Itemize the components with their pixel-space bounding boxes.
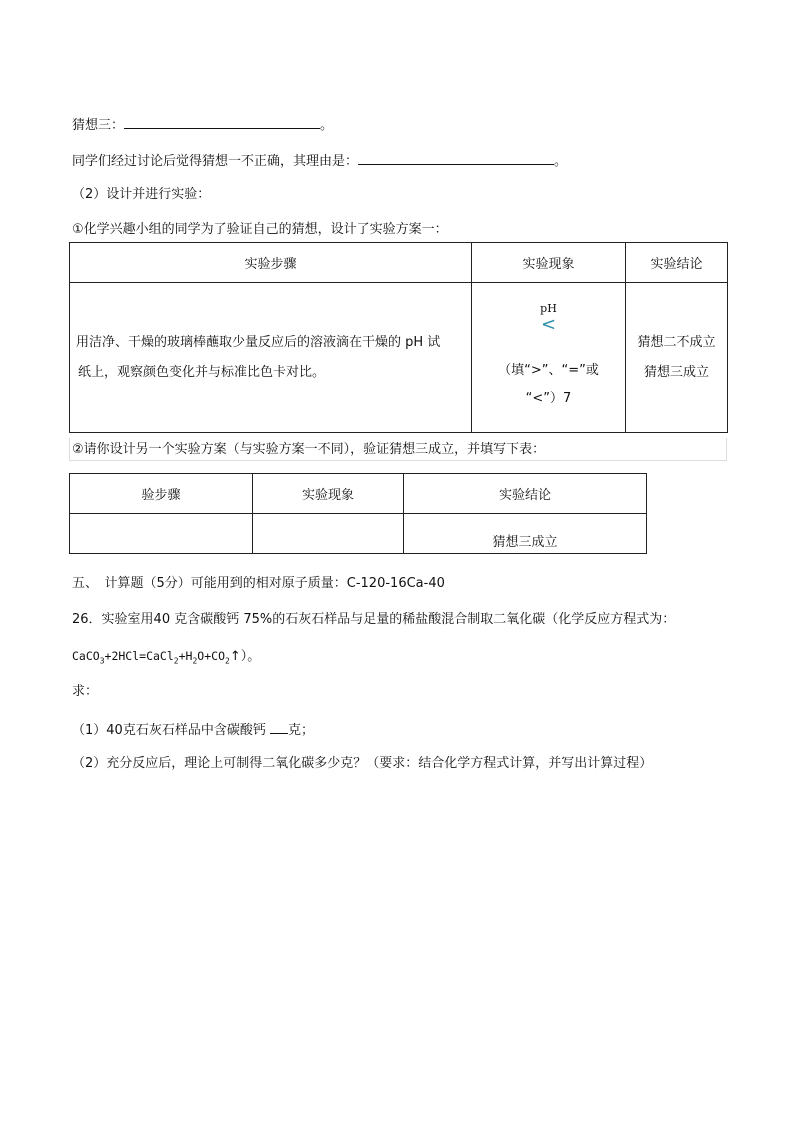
scheme1-table [69,242,728,433]
eq-arrow: ↑ [229,649,241,664]
part2-heading: （2）设计并进行实验： [72,187,211,202]
t1-step-line1: 用洁净、干燥的玻璃棒蘸取少量反应后的溶液滴在干燥的 pH 试 [76,334,441,350]
t1-header-step: 实验步骤 [70,243,472,283]
scheme2-intro: ②请你设计另一个实验方案（与实验方案一不同），验证猜想三成立，并填写下表： [72,442,546,457]
t2-header-conclusion: 实验结论 [404,474,647,514]
t2-header-observation: 实验现象 [253,474,404,514]
guess3-label: 猜想三： [72,118,125,133]
t1-step-line2: 纸上，观察颜色变化并与标准比色卡对比。 [78,364,326,380]
t1-header-observation: 实验现象 [472,243,626,283]
eq-part: CaCO [72,649,100,663]
reason-period: 。 [554,154,568,169]
t1-header-conclusion: 实验结论 [626,243,728,283]
q26-text: 26．实验室用40 克含碳酸钙 75%的石灰石样品与足量的稀盐酸混合制取二氧化碳（化学反应方程式为： [72,612,676,627]
reason-line [72,150,567,171]
scheme1-intro: ①化学兴趣小组的同学为了验证自己的猜想，设计了实验方案一： [72,222,448,237]
eq-part: +2HCl=CaCl [104,649,174,663]
t1-step-cell [70,283,472,433]
eq-sub: 2 [173,656,179,666]
t1-obs-ph: pH [540,302,557,315]
t1-concl1: 猜想二不成立 [637,334,716,350]
t1-observation-cell [472,283,626,433]
ask-label: 求： [72,684,99,699]
eq-sub: 2 [225,656,230,666]
eq-end: ）。 [240,649,261,664]
t2-conclusion-cell: 猜想三成立 [404,514,647,554]
eq-sub: 2 [192,656,198,666]
guess3-period: 。 [320,118,334,133]
t1-concl2: 猜想三成立 [643,364,709,380]
t1-obs-answer[interactable]: < [540,314,557,335]
reason-label: 同学们经过讨论后觉得猜想一不正确，其理由是： [72,154,359,169]
eq-sub: 3 [99,656,105,666]
eq-part: O+CO [197,649,225,663]
q1-answer-blank[interactable] [270,719,288,734]
section5-heading: 五、 计算题（5分）可能用到的相对原子质量：C-120-16Ca-40 [72,576,445,591]
eq-part: +H [178,649,193,663]
reason-answer-blank[interactable] [358,150,554,165]
t2-observation-cell[interactable] [253,514,404,554]
t1-obs-line2: “<”）7 [525,391,572,406]
t2-header-step: 验步骤 [70,474,253,514]
t1-obs-line1: （填“>”、“=”或 [498,363,599,378]
guess3-answer-blank[interactable] [124,114,320,129]
guess3-line [72,114,333,135]
q1-line [72,719,314,740]
q2-text: （2）充分反应后，理论上可制得二氧化碳多少克？（要求：结合化学方程式计算，并写出计算过程） [72,756,653,771]
t1-conclusion-cell [626,283,728,433]
scheme2-table [69,473,647,554]
q1-text: （1）40克石灰石样品中含碳酸钙 [72,723,266,738]
t2-step-cell[interactable] [70,514,253,554]
q1-unit: 克； [287,723,314,738]
equation-line [72,647,260,670]
